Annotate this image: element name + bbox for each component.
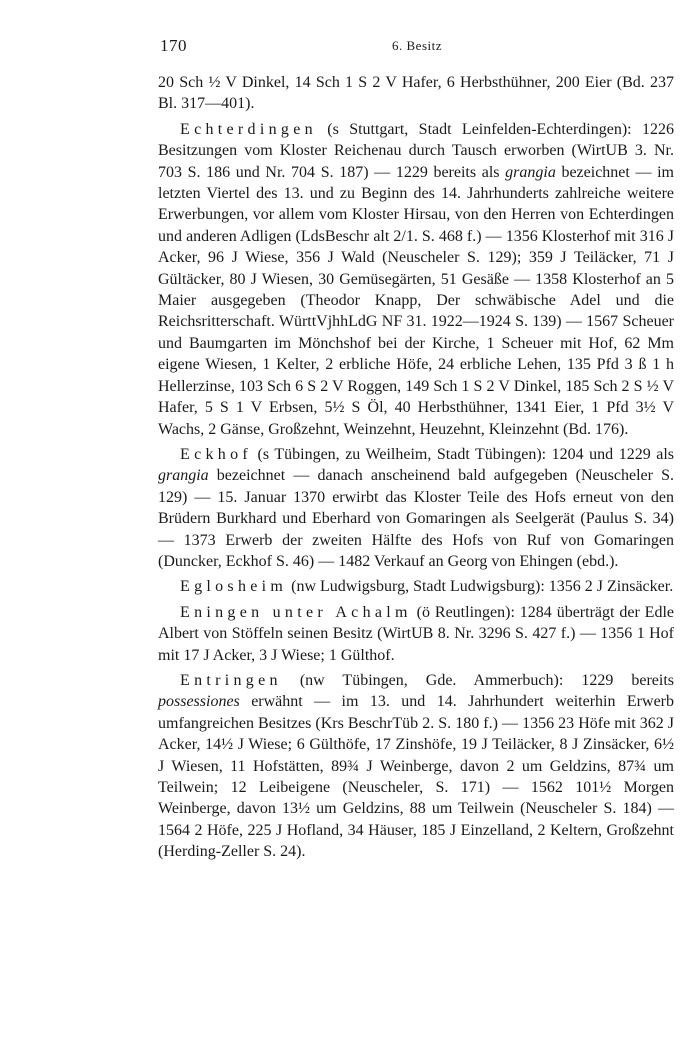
continuation-text: 20 Sch ½ V Dinkel, 14 Sch 1 S 2 V Hafer, 6 Herbsthühner, 200 Eier (Bd. 237 Bl. 317—401). xyxy=(158,74,674,113)
entry-text: (ö Reutlingen): 1284 überträgt der Edle Albert von Stöffeln seinen Besitz (WirtUB 8. Nr. 3296 S. 427 f.) — 1356 1 Hof mit 17 J Acker, 3 J Wiese; 1 Gülthof. xyxy=(158,603,674,664)
running-title: 6. Besitz xyxy=(392,38,442,53)
page-number: 170 xyxy=(160,36,187,55)
entry-eglosheim xyxy=(158,576,674,597)
entry-eckhof xyxy=(158,444,674,572)
place-name: Eglosheim xyxy=(180,578,288,596)
place-name: Entringen xyxy=(180,671,282,689)
entry-text: (nw Ludwigsburg, Stadt Ludwigsburg): 1356 2 J Zinsäcker. xyxy=(287,578,674,596)
latin-term: grangia xyxy=(505,163,556,181)
entry-text-continued: erwähnt — im 13. und 14. Jahrhundert weiterhin Erwerb umfangreichen Besitzes (Krs BeschrTüb 2. S. 180 f.) — 1356 23 Höfe mit 362 J Acker, 14½ J Wiese; 6 Gülthöfe, 17 Zinshöfe, 19 J Teiläcker, 8 J Zinsäcker, 6½ J Wiesen, 11 Hofstätten, 89¾ J Weinberge, davon 2 um Geldzins, 87¾ um Teilwein; 12 Leibeigene (Neuscheler, S. 171) — 1562 101½ Morgen Weinberge, davon 13½ um Geldzins, 88 um Teilwein (Neuscheler S. 184) — 1564 2 Höfe, 225 J Hofland, 34 Häuser, 185 J Einzelland, 2 Keltern, Großzehnt (Herding-Zeller S. 24). xyxy=(158,693,674,861)
entry-text: (s Stuttgart, Stadt Leinfelden-Echterdingen): 1226 Besitzungen vom Kloster Reichenau durch Tausch erworben (WirtUB 3. Nr. 703 S. 186 und Nr. 704 S. 187) — 1229 bereits als xyxy=(158,120,674,181)
entry-text: (s Tübingen, zu Weilheim, Stadt Tübingen): 1204 und 1229 als xyxy=(252,445,674,463)
place-name: Eckhof xyxy=(180,445,253,463)
page-header xyxy=(160,36,674,58)
latin-term: possessiones xyxy=(158,693,240,711)
entry-entringen xyxy=(158,670,674,863)
entry-text: (nw Tübingen, Gde. Ammerbuch): 1229 bereits xyxy=(281,671,674,689)
latin-term: grangia xyxy=(158,467,209,485)
entry-text-continued: bezeichnet — im letzten Viertel des 13. und zu Beginn des 14. Jahrhunderts zahlreiche weitere Erwerbungen, vor allem vom Kloster Hirsau, von den Herren von Echterdingen und anderen Adligen (LdsBeschr alt 2/1. S. 468 f.) — 1356 Klosterhof mit 316 J Acker, 96 J Wiese, 356 J Wald (Neuscheler S. 129); 359 J Teiläcker, 71 J Gültäcker, 80 J Wiesen, 30 Gemüsegärten, 51 Gesäße — 1358 Klosterhof an 5 Maier ausgegeben (Theodor Knapp, Der schwäbische Adel und die Reichsritterschaft. WürttVjhhLdG NF 31. 1922—1924 S. 139) — 1567 Scheuer und Baumgarten im Mönchshof bei der Kirche, 1 Scheuer mit Hof, 62 Mm eigene Wiesen, 1 Kelter, 2 erbliche Höfe, 24 erbliche Lehen, 135 Pfd 3 ß 1 h Hellerzinse, 103 Sch 6 S 2 V Roggen, 149 Sch 1 S 2 V Dinkel, 185 Sch 2 S ½ V Hafer, 5 S 1 V Erbsen, 5½ S Öl, 40 Herbsthühner, 1341 Eier, 1 Pfd 3½ V Wachs, 2 Gänse, Großzehnt, Weinzehnt, Heuzehnt, Kleinzehnt (Bd. 176). xyxy=(158,163,674,438)
body-text xyxy=(158,72,674,867)
place-name: Eningen unter Achalm xyxy=(180,603,412,621)
entry-text-continued: bezeichnet — danach anscheinend bald aufgegeben (Neuscheler S. 129) — 15. Januar 1370 erwirbt das Kloster Teile des Hofs erneut von den Brüdern Burkhard und Eberhard von Gomaringen als Seelgerät (Paulus S. 34) — 1373 Erwerb der zweiten Hälfte des Hofs von Ruf von Gomaringen (Duncker, Eckhof S. 46) — 1482 Verkauf an Georg von Ehingen (ebd.). xyxy=(158,467,674,570)
entry-eningen-unter-achalm xyxy=(158,602,674,666)
place-name: Echterdingen xyxy=(180,120,317,138)
entry-echterdingen xyxy=(158,119,674,440)
continuation-paragraph xyxy=(158,72,674,115)
